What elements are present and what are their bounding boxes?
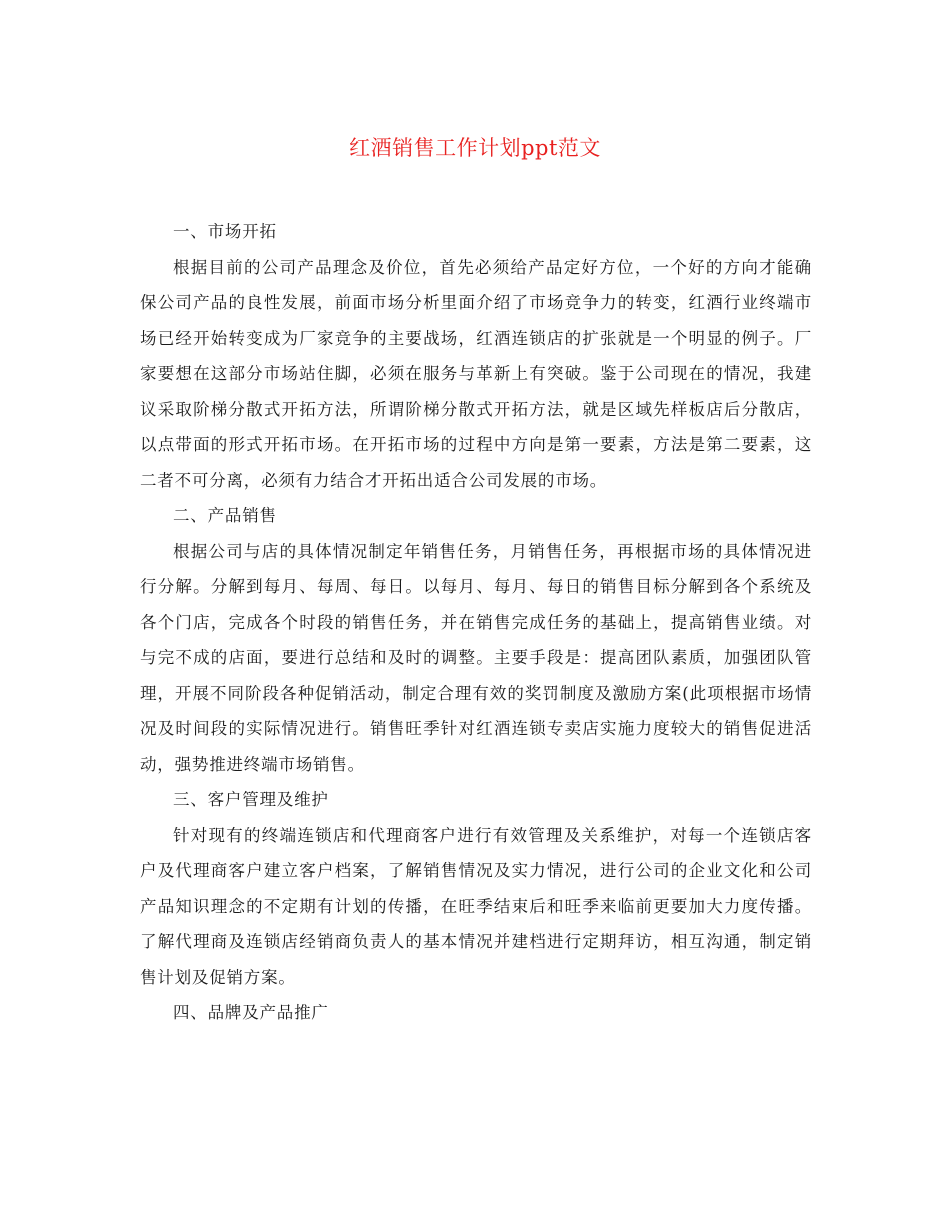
document-body — [140, 214, 812, 1031]
section-heading-brand-promotion: 四、品牌及产品推广 — [173, 1003, 329, 1022]
section-paragraph-product-sales: 根据公司与店的具体情况制定年销售任务，月销售任务，再根据市场的具体情况进行分解。分解到每月、每周、每日。以每月、每月、每日的销售目标分解到各个系统及各个门店，完成各个时段的销售任务，并在销售完成任务的基础上，提高销售业绩。对与完不成的店面，要进行总结和及时的调整。主要手段是：提高团队素质，加强团队管理，开展不同阶段各种促销活动，制定合理有效的奖罚制度及激励方案(此项根据市场情况及时间段的实际情况进行。销售旺季针对红酒连锁专卖店实施力度较大的销售促进活动，强势推进终端市场销售。 — [140, 541, 812, 774]
section-heading-customer-management: 三、客户管理及维护 — [173, 790, 329, 809]
document-title: 红酒销售工作计划ppt范文 — [349, 136, 601, 160]
section-paragraph-market-development: 根据目前的公司产品理念及价位，首先必须给产品定好方位，一个好的方向才能确保公司产品的良性发展，前面市场分析里面介绍了市场竞争力的转变，红酒行业终端市场已经开始转变成为厂家竞争的主要战场，红酒连锁店的扩张就是一个明显的例子。厂家要想在这部分市场站住脚，必须在服务与革新上有突破。鉴于公司现在的情况，我建议采取阶梯分散式开拓方法，所谓阶梯分散式开拓方法，就是区域先样板店后分散店，以点带面的形式开拓市场。在开拓市场的过程中方向是第一要素，方法是第二要素，这二者不可分离，必须有力结合才开拓出适合公司发展的市场。 — [140, 257, 812, 490]
section-heading-market-development: 一、市场开拓 — [173, 222, 277, 241]
section-heading-product-sales: 二、产品销售 — [173, 506, 277, 525]
section-paragraph-customer-management: 针对现有的终端连锁店和代理商客户进行有效管理及关系维护，对每一个连锁店客户及代理商客户建立客户档案，了解销售情况及实力情况，进行公司的企业文化和公司产品知识理念的不定期有计划的传播，在旺季结束后和旺季来临前更要加大力度传播。了解代理商及连锁店经销商负责人的基本情况并建档进行定期拜访，相互沟通，制定销售计划及促销方案。 — [140, 825, 812, 987]
